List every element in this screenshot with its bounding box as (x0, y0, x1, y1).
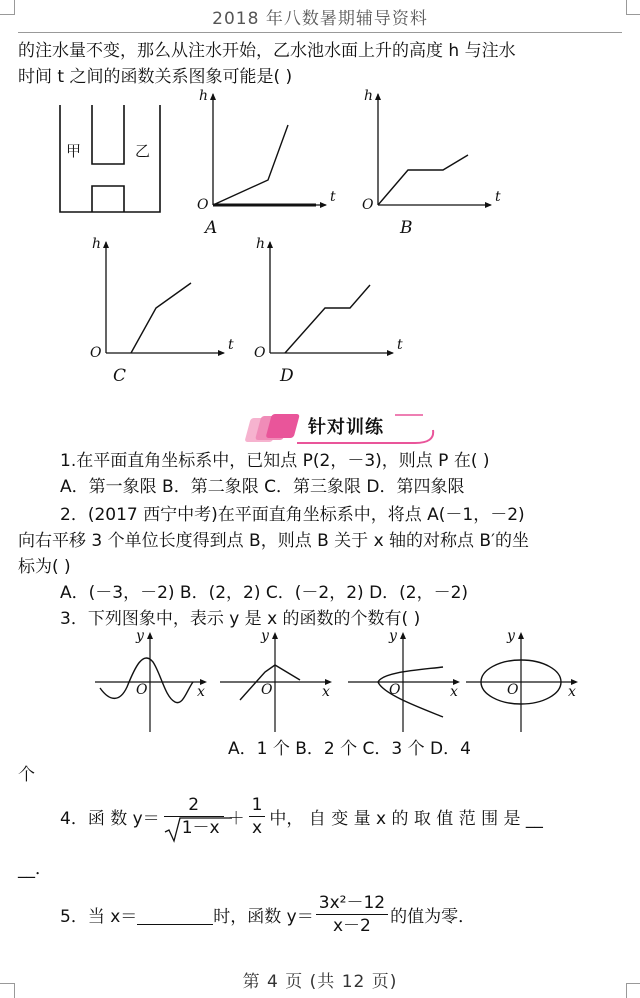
q4-fraction-2-denominator: x (251, 817, 263, 838)
ht-graph-axis-t-label: t (397, 337, 403, 353)
xy-graph-origin-label: O (389, 682, 401, 698)
ht-graph-axis-t-label: t (228, 337, 234, 353)
q5-line (60, 886, 475, 942)
q4-radicand: 1－x (181, 817, 220, 838)
q1-stem: 1.在平面直角坐标系中，已知点 P(2，－3)，则点 P 在( ) (60, 451, 490, 471)
intro-line-2: 时间 t 之间的函数关系图象可能是( ) (18, 67, 293, 87)
q4-fraction-2 (249, 794, 266, 839)
ht-graph-axis-h-label: h (199, 88, 209, 104)
xy-graph-axis-y-label: y (261, 628, 269, 644)
q2-line-3: 标为( ) (18, 557, 71, 577)
q5-numerator: 3x²－12 (316, 892, 388, 915)
q4-fraction-1-numerator: 2 (164, 794, 224, 817)
ht-graph-origin-label: O (90, 345, 102, 361)
q5-fraction (316, 892, 388, 937)
xy-graph-origin-label: O (136, 682, 148, 698)
xy-graph-axis-x-label: x (197, 684, 205, 700)
ht-graph-option-label: B (400, 218, 413, 238)
ht-graph-axis-t-label: t (330, 189, 336, 205)
section-title: 针对训练 (308, 417, 384, 438)
xy-graph-axis-x-label: x (322, 684, 330, 700)
q2-options: A．(－3，－2) B．(2，2) C．(－2，2) D．(2，－2) (60, 583, 469, 603)
xy-graph-origin-label: O (261, 682, 273, 698)
q4-fraction-1-denominator (164, 817, 224, 839)
ht-graph-c (98, 240, 238, 365)
ht-graph-axis-t-label: t (495, 189, 501, 205)
xy-graph-axis-x-label: x (450, 684, 458, 700)
q4-plus: ＋ (227, 808, 245, 829)
corner-mark-top-left (0, 0, 15, 15)
q1-options: A．第一象限 B．第二象限 C．第三象限 D．第四象限 (60, 477, 465, 497)
ht-graph-origin-label: O (254, 345, 266, 361)
q4-answer-wrap: __． (18, 859, 52, 879)
ht-graph-option-label: C (113, 366, 127, 386)
ht-graph-axis-h-label: h (92, 236, 102, 252)
xy-graph-axis-y-label: y (136, 628, 144, 644)
q4-suffix: 中， 自 变 量 x 的 取 值 范 围 是 __ (269, 808, 543, 829)
q3-stem: 3．下列图象中，表示 y 是 x 的函数的个数有( ) (60, 609, 421, 629)
ht-graph-option-label: D (280, 366, 294, 386)
tank-label-jia: 甲 (66, 142, 82, 160)
q2-line-2: 向右平移 3 个单位长度得到点 B，则点 B 关于 x 轴的对称点 B′的坐 (18, 531, 529, 551)
q5-middle: 时，函数 y＝ (213, 906, 314, 927)
xy-graph-axis-y-label: y (507, 628, 515, 644)
q5-prefix: 5．当 x＝ (60, 906, 138, 927)
ht-graph-d (262, 240, 407, 365)
ht-graph-option-label: A (205, 218, 218, 238)
q4-fraction-2-numerator: 1 (249, 794, 266, 817)
ht-graph-b (370, 92, 505, 217)
ht-graph-axis-h-label: h (256, 236, 266, 252)
xy-graph-axis-x-label: x (568, 684, 576, 700)
q5-denominator: x－2 (332, 915, 371, 936)
q2-line-1: 2．(2017 西宁中考)在平面直角坐标系中，将点 A(－1，－2) (60, 505, 525, 525)
q4-fraction-1 (164, 794, 224, 839)
xy-graph-origin-label: O (507, 682, 519, 698)
corner-mark-bottom-left (0, 983, 15, 998)
xy-graph-axis-y-label: y (389, 628, 397, 644)
corner-mark-top-right (626, 0, 640, 15)
header-divider (18, 32, 622, 33)
intro-line-1: 的注水量不变，那么从注水开始，乙水池水面上升的高度 h 与注水 (18, 41, 516, 61)
ht-graph-axis-h-label: h (364, 88, 374, 104)
tank-label-yi: 乙 (135, 142, 151, 160)
q4-line (60, 786, 543, 846)
page-header: 2018 年八数暑期辅导资料 (212, 9, 428, 29)
q4-prefix: 4．函 数 y＝ (60, 808, 160, 829)
q5-suffix: 的值为零． (390, 906, 476, 927)
q3-options: A．1 个 B．2 个 C．3 个 D．4 (228, 739, 471, 759)
ht-graph-origin-label: O (362, 197, 374, 213)
q3-options-wrap: 个 (18, 765, 35, 785)
page-footer: 第 4 页 (共 12 页) (242, 972, 398, 992)
corner-mark-bottom-right (626, 983, 640, 998)
q5-answer-blank[interactable] (137, 904, 213, 925)
ht-graph-origin-label: O (197, 197, 209, 213)
ht-graph-a (205, 92, 340, 217)
